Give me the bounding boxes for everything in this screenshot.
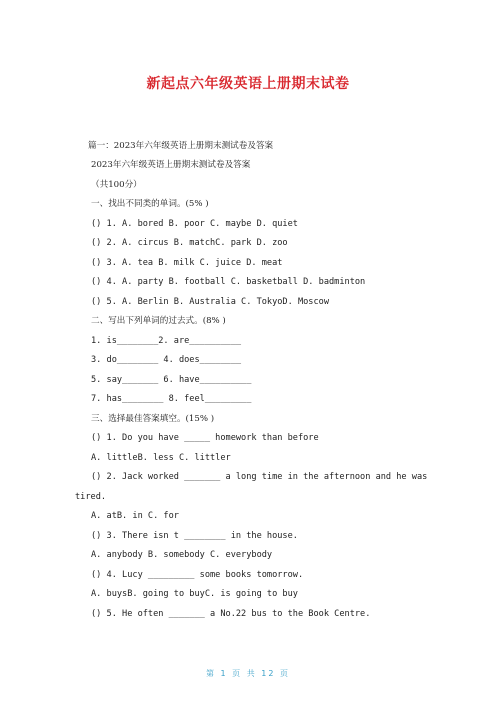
section-heading: 篇一：2023年六年级英语上册期末测试卷及答案 — [88, 141, 274, 151]
question-line: () 5. He often _______ a No.22 bus to the Book Centre. — [91, 609, 371, 619]
question-line-wrap: tired. — [75, 492, 107, 502]
answer-options: A. anybody B. somebody C. everybody — [91, 550, 273, 560]
question-line: () 4. Lucy _________ some books tomorrow. — [91, 570, 304, 580]
question-line: 1. is________2. are__________ — [91, 336, 242, 346]
document-title: 新起点六年级英语上册期末试卷 — [146, 76, 350, 92]
question-line: () 2. Jack worked _______ a long time in the afternoon and he was — [91, 472, 428, 482]
question-line: () 5. A. Berlin B. Australia C. TokyoD. Moscow — [91, 297, 329, 307]
subtitle: 2023年六年级英语上册期末测试卷及答案 — [91, 160, 251, 170]
question-line: () 2. A. circus B. matchC. park D. zoo — [91, 238, 288, 248]
part-three-heading: 三、选择最佳答案填空。(15% ) — [91, 414, 215, 424]
part-one-heading: 一、找出不同类的单词。(5% ) — [91, 199, 209, 209]
question-line: () 3. There isn t ________ in the house. — [91, 531, 298, 541]
question-line: () 1. A. bored B. poor C. maybe D. quiet — [91, 219, 298, 229]
question-line: () 3. A. tea B. milk C. juice D. meat — [91, 258, 283, 268]
question-line: () 1. Do you have _____ homework than before — [91, 433, 319, 443]
page-footer: 第 1 页 共 12 页 — [206, 669, 290, 678]
question-line: 5. say_______ 6. have__________ — [91, 375, 252, 385]
question-line: () 4. A. party B. football C. basketball D. badminton — [91, 277, 366, 287]
answer-options: A. atB. in C. for — [91, 511, 179, 521]
answer-options: A. littleB. less C. littler — [91, 453, 231, 463]
question-line: 3. do________ 4. does________ — [91, 355, 242, 365]
part-two-heading: 二、写出下列单词的过去式。(8% ) — [91, 316, 226, 326]
total-score: （共100分） — [91, 180, 142, 190]
question-line: 7. has________ 8. feel_________ — [91, 394, 252, 404]
answer-options: A. buysB. going to buyC. is going to buy — [91, 589, 298, 599]
